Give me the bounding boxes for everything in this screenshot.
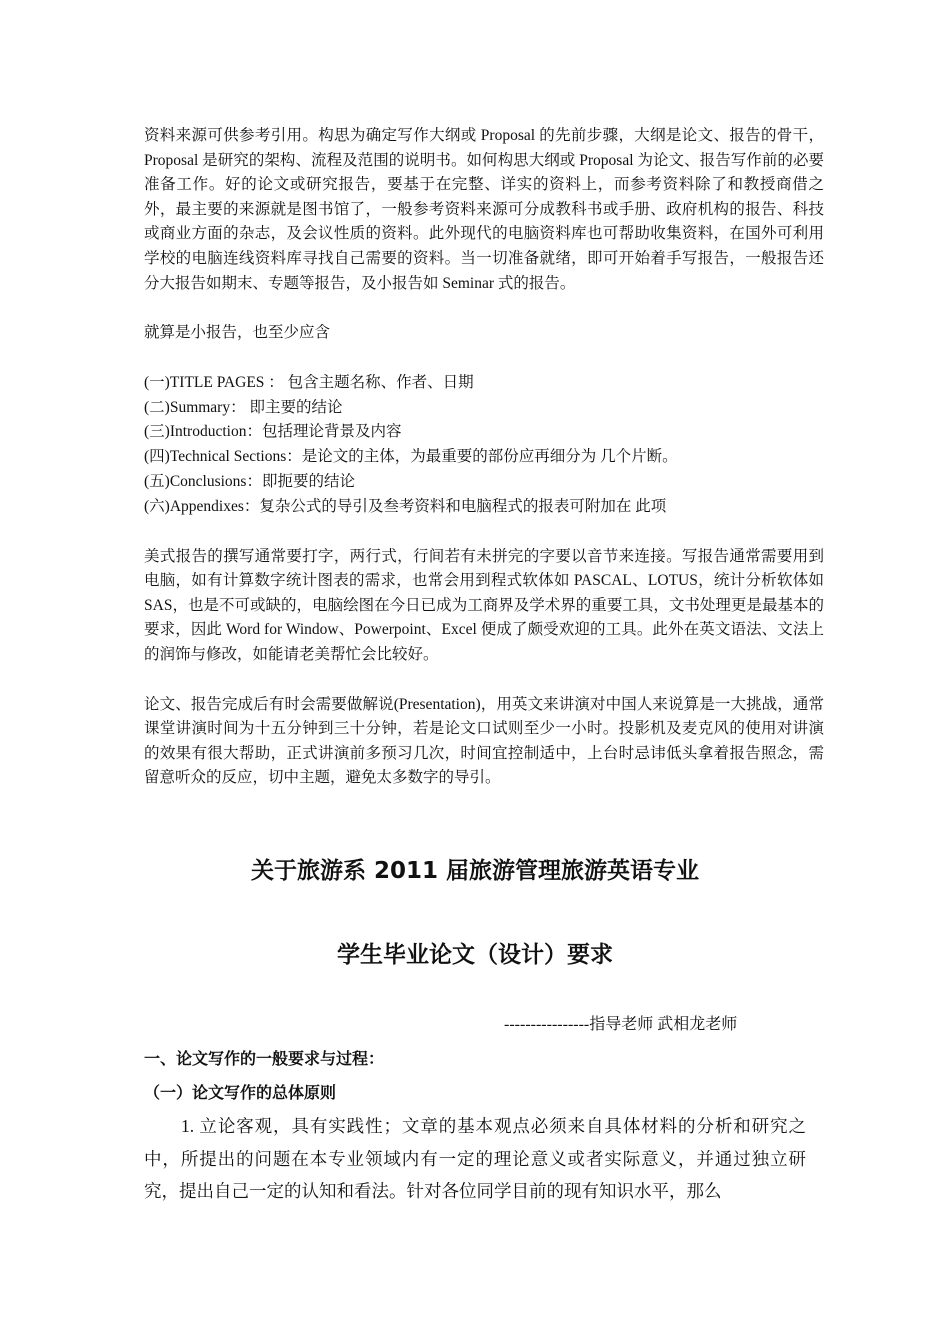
document-title-line-1: 关于旅游系 2011 届旅游管理旅游英语专业 — [250, 858, 700, 884]
spacer — [144, 668, 824, 693]
subsection-heading: （一）论文写作的总体原则 — [144, 1083, 337, 1102]
spacer — [144, 346, 824, 371]
list-item: (五)Conclusions：即扼要的结论 — [144, 472, 355, 490]
document-title-line-2: 学生毕业论文（设计）要求 — [337, 942, 613, 968]
small-report-line: 就算是小报告，也至少应含 — [144, 324, 331, 342]
list-item: (六)Appendixes：复杂公式的导引及叁考资料和电脑程式的报表可附加在 此项 — [144, 497, 667, 515]
principle-paragraph: 1. 立论客观，具有实践性；文章的基本观点必须来自具体材料的分析和研究之中，所提出的问题在本专业领域内有一定的理论意义或者实际意义，并通过独立研究，提出自己一定的认知和看法。针对各位同学目前的现有知识水平，那么 — [144, 1116, 806, 1201]
presentation-paragraph: 论文、报告完成后有时会需要做解说(Presentation)，用英文来讲演对中国人来说算是一大挑战，通常课堂讲演时间为十五分钟到三十分钟，若是论文口试则至少一小时。投影机及麦克风的使用对讲演的效果有很大帮助，正式讲演前多预习几次，时间宜控制适中，上台时忌讳低头拿着报告照念，需留意听众的反应，切中主题，避免太多数字的导引。 — [144, 695, 824, 787]
list-item: (一)TITLE PAGES ： 包含主题名称、作者、日期 — [144, 373, 474, 391]
section-heading: 一、论文写作的一般要求与过程： — [144, 1049, 385, 1068]
intro-paragraph: 资料来源可供参考引用。构思为确定写作大纲或 Proposal 的先前步骤，大纲是论文、报告的骨干，Proposal 是研究的架构、流程及范围的说明书。如何构思大纲或 Proposal 为论文、报告写作前的必要准备工作。好的论文或研究报告，要基于在完整、详实的资料上，而参考资料除了和教授商借之外，最主要的来源就是图书馆了，一般参考资料来源可分成教科书或手册、政府机构的报告、科技或商业方面的杂志，及会议性质的资料。此外现代的电脑资料库也可帮助收集资料，在国外可利用学校的电脑连线资料库寻找自己需要的资料。当一切准备就绪，即可开始着手写报告，一般报告还分大报告如期末、专题等报告，及小报告如 Seminar 式的报告。 — [144, 127, 824, 292]
list-item: (四)Technical Sections：是论文的主体，为最重要的部份应再细分为 几个片断。 — [144, 448, 678, 466]
typing-paragraph: 美式报告的撰写通常要打字，两行式，行间若有未拼完的字要以音节来连接。写报告通常需要用到电脑，如有计算数字统计图表的需求，也常会用到程式软体如 PASCAL、LOTUS，统计分析软体如 SAS，也是不可或缺的，电脑绘图在今日已成为工商界及学术界的重要工具，文书处理更是最基本的要求，因此 Word for Window、Powerpoint、Excel 便成了颇受欢迎的工具。此外在英文语法、文法上的润饰与修改，如能请老美帮忙会比较好。 — [144, 547, 825, 663]
report-sections-list — [144, 371, 824, 520]
spacer — [144, 296, 824, 321]
signature-line: ----------------指导老师 武相龙老师 — [504, 1016, 738, 1033]
list-item: (三)Introduction：包括理论背景及内容 — [144, 423, 402, 441]
document-page — [144, 124, 825, 1201]
list-item: (二)Summary： 即主要的结论 — [144, 398, 343, 416]
spacer — [144, 520, 824, 545]
